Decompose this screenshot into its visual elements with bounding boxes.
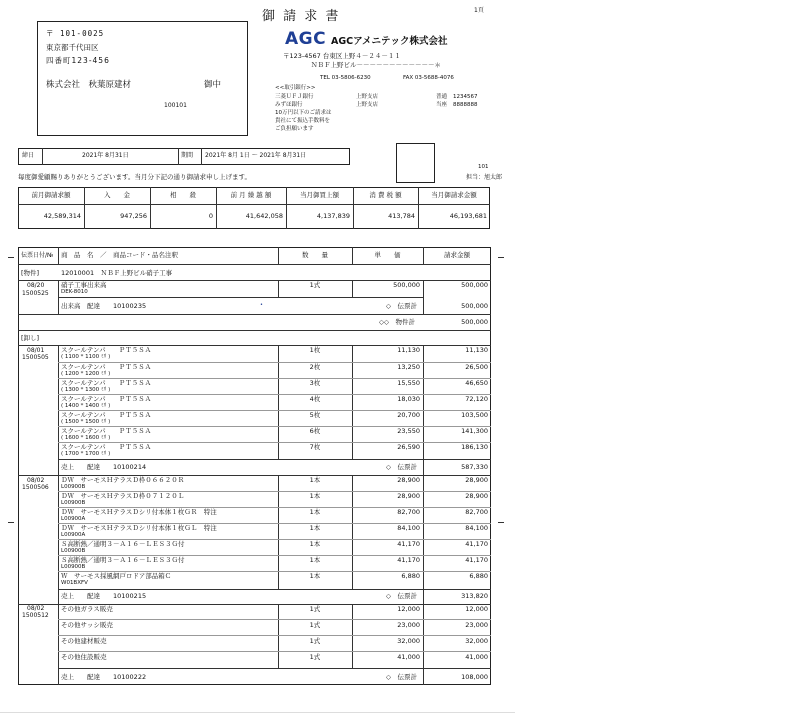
recipient-company: 株式会社 秋葉原建材 <box>46 80 132 90</box>
item-price: 26,590 <box>397 443 420 452</box>
item-amount: 46,650 <box>465 379 488 388</box>
fee-note-2: 貴社にて振込手数料を <box>275 118 331 124</box>
item-qty: 1式 <box>309 653 321 662</box>
summary-header: 相 殺 <box>170 191 196 200</box>
item-amount: 28,900 <box>465 476 488 485</box>
item-qty: 7枚 <box>309 443 321 452</box>
period-label: 期間 <box>181 152 194 159</box>
item-amount: 41,170 <box>465 556 488 565</box>
item-price: 500,000 <box>393 280 420 289</box>
header-date: 伝票日付/№ <box>21 251 54 259</box>
slip-number: 1500505 <box>22 354 49 361</box>
recipient-address-1: 東京都千代田区 <box>46 43 99 52</box>
item-name: Ｗ サーモス採風網戸ロドア部品箱Ｃ <box>61 572 172 580</box>
item-price: 6,880 <box>401 572 420 581</box>
item-name: その他サッシ販売 <box>61 621 113 630</box>
slip-total: 587,330 <box>461 462 488 471</box>
recipient-box <box>37 21 248 136</box>
item-qty: 1本 <box>309 540 321 549</box>
item-name: スクールテンパ ＰＴ５ＳＡ <box>61 379 152 387</box>
item-qty: 1式 <box>309 280 321 289</box>
sender-address: 〒123-4567 台東区上野４－２４－１１ <box>283 52 401 60</box>
recipient-honorific: 御中 <box>204 80 222 90</box>
item-name: スクールテンパ ＰＴ５ＳＡ <box>61 443 152 451</box>
item-name: スクールテンパ ＰＴ５ＳＡ <box>61 411 152 419</box>
bank-2-type: 当座 <box>436 102 448 108</box>
item-amount: 141,300 <box>461 427 488 436</box>
summary-offset: 0 <box>208 212 213 221</box>
item-qty: 5枚 <box>309 411 321 420</box>
slip-total-label: ◇ 伝票計 <box>386 672 417 681</box>
fold-mark <box>498 257 504 258</box>
slip-total: 313,820 <box>461 592 488 601</box>
item-qty: 1本 <box>309 476 321 485</box>
slip-number: 1500506 <box>22 484 49 491</box>
header-item: 商 品 名 ／ 商品コード・品名注釈 <box>61 251 178 260</box>
item-price: 15,550 <box>397 379 420 388</box>
item-note: L00900B <box>61 564 86 570</box>
item-qty: 1枚 <box>309 346 321 355</box>
slip-date: 08/20 <box>27 282 45 289</box>
item-note: ( 1100 * 1100 ﾐﾘ ) <box>61 354 111 360</box>
sender-company: AGCアメニテック株式会社 <box>331 36 448 47</box>
item-code: DEK-8010 <box>61 289 88 295</box>
item-qty: 1本 <box>309 556 321 565</box>
item-qty: 4枚 <box>309 395 321 404</box>
summary-header: 消 費 税 額 <box>369 191 402 200</box>
item-amount: 500,000 <box>461 280 488 289</box>
item-qty: 2枚 <box>309 363 321 372</box>
item-price: 11,130 <box>397 346 420 355</box>
summary-header: 前 月 繰 越 額 <box>230 191 272 200</box>
bank-1-account: 1234567 <box>453 94 478 100</box>
item-amount: 41,000 <box>465 653 488 662</box>
item-qty: 1本 <box>309 524 321 533</box>
fold-mark <box>8 522 14 523</box>
stamp-box <box>396 143 435 183</box>
item-qty: 6枚 <box>309 427 321 436</box>
summary-header: 当月御買上額 <box>300 191 339 200</box>
item-name: その他建材販売 <box>61 637 107 646</box>
wholesale-label: [卸し] <box>21 333 40 342</box>
slip-number: 1500512 <box>22 612 49 619</box>
item-price: 41,000 <box>397 653 420 662</box>
staff-code: 101 <box>478 164 489 170</box>
item-amount: 84,100 <box>465 524 488 533</box>
recipient-postal: 〒 101-0025 <box>46 29 105 38</box>
item-note: ( 1300 * 1300 ﾐﾘ ) <box>61 387 111 393</box>
bank-2-branch: 上野支店 <box>356 102 379 108</box>
header-qty: 数 量 <box>302 251 328 260</box>
item-amount: 12,000 <box>465 605 488 614</box>
property-total-label: ◇◇ 物件計 <box>379 317 415 326</box>
item-price: 23,000 <box>397 621 420 630</box>
item-name: Ｓ高断熱／通明３－Ａ１６－ＬＥＳ３Ｇ付 <box>61 556 185 564</box>
fee-note-1: 10万円以下のご請求は <box>275 110 332 116</box>
item-note: L00900A <box>61 516 86 522</box>
item-note: L00900B <box>61 548 86 554</box>
item-price: 41,170 <box>397 556 420 565</box>
bank-2-name: みずほ銀行 <box>275 102 303 108</box>
slip-total-label: ◇ 伝票計 <box>386 592 417 601</box>
sender-fax: FAX 03-5688-4076 <box>403 75 454 81</box>
item-qty: 1式 <box>309 637 321 646</box>
item-qty: 1式 <box>309 621 321 630</box>
sales-label: 売上 配達 10100214 <box>61 462 147 471</box>
item-qty: 1本 <box>309 508 321 517</box>
sales-label: 出来高 配達 10100235 <box>61 301 147 310</box>
slip-date: 08/01 <box>27 347 45 354</box>
bank-1-name: 三菱ＵＦＪ銀行 <box>275 94 314 100</box>
fold-mark <box>498 522 504 523</box>
recipient-address-2: 四番町123-456 <box>46 56 110 65</box>
period-range: 2021年 8月 1日 ～ 2021年 8月31日 <box>205 152 307 159</box>
summary-header: 入 金 <box>104 191 130 200</box>
item-qty: 3枚 <box>309 379 321 388</box>
item-price: 28,900 <box>397 492 420 501</box>
recipient-code: 100101 <box>164 102 187 109</box>
item-name: その他ガラス販売 <box>61 605 113 614</box>
fold-mark <box>8 257 14 258</box>
item-amount: 28,900 <box>465 492 488 501</box>
fee-note-3: ご負担願います <box>275 126 314 132</box>
item-note: W01BXFV <box>61 580 88 586</box>
staff-name: 担当：旭太郎 <box>466 174 503 181</box>
slip-total: 108,000 <box>461 672 488 681</box>
item-price: 41,170 <box>397 540 420 549</box>
closing-date: 2021年 8月31日 <box>82 152 129 159</box>
property-total: 500,000 <box>461 317 488 326</box>
item-note: ( 1200 * 1200 ﾐﾘ ) <box>61 371 111 377</box>
sales-label: 売上 配達 10100215 <box>61 592 147 601</box>
slip-number: 1500525 <box>22 290 49 297</box>
sender-tel: TEL 03-5806-6230 <box>320 75 371 81</box>
item-qty: 1本 <box>309 572 321 581</box>
item-note: L00900A <box>61 532 86 538</box>
item-name: その他住設販売 <box>61 653 107 662</box>
item-amount: 11,130 <box>465 346 488 355</box>
item-price: 12,000 <box>397 605 420 614</box>
item-amount: 26,500 <box>465 363 488 372</box>
sender-building: ＮＢＦ上野ビル－－－－－－－－－－－－＊ <box>311 61 441 69</box>
bank-2-account: 8888888 <box>453 102 478 108</box>
item-name: ＤＷ サーモスＨテラスＤシリ付本体１枚ＧＬ 特注 <box>61 524 217 532</box>
slip-date: 08/02 <box>27 477 45 484</box>
item-name: ＤＷ サーモスＨテラスＤ枠０７１２０Ｌ <box>61 492 185 500</box>
closing-label: 締日 <box>22 152 35 159</box>
slip-date: 08/02 <box>27 605 45 612</box>
agc-logo: AGC <box>285 29 327 49</box>
item-price: 28,900 <box>397 476 420 485</box>
item-price: 82,700 <box>397 508 420 517</box>
item-amount: 82,700 <box>465 508 488 517</box>
summary-total: 46,193,681 <box>449 212 487 221</box>
summary-header: 当月御請求金額 <box>431 191 477 200</box>
summary-tax: 413,784 <box>388 212 415 221</box>
bank-heading: <<取引銀行>> <box>275 85 316 91</box>
item-note: ( 1500 * 1500 ﾐﾘ ) <box>61 419 111 425</box>
item-amount: 72,120 <box>465 395 488 404</box>
item-name: ＤＷ サーモスＨテラスＤ枠０６６２０Ｒ <box>61 476 185 484</box>
item-qty: 1式 <box>309 605 321 614</box>
item-name: スクールテンパ ＰＴ５ＳＡ <box>61 395 152 403</box>
header-amount: 請求金額 <box>444 251 470 260</box>
project-label: [物件] <box>21 268 40 277</box>
summary-carryover: 41,642,058 <box>245 212 283 221</box>
item-note: ( 1600 * 1600 ﾐﾘ ) <box>61 435 111 441</box>
summary-header: 前月御請求額 <box>31 191 71 200</box>
summary-prev-billed: 42,589,314 <box>43 212 81 221</box>
item-name: スクールテンパ ＰＴ５ＳＡ <box>61 346 152 354</box>
item-price: 32,000 <box>397 637 420 646</box>
header-price: 単 価 <box>374 251 401 260</box>
item-name: スクールテンパ ＰＴ５ＳＡ <box>61 427 152 435</box>
bank-1-type: 普通 <box>436 94 448 100</box>
item-qty: 1本 <box>309 492 321 501</box>
item-amount: 103,500 <box>461 411 488 420</box>
item-note: ( 1400 * 1400 ﾐﾘ ) <box>61 403 111 409</box>
item-name: Ｓ高断熱／通明３－Ａ１６－ＬＥＳ３Ｇ付 <box>61 540 185 548</box>
item-price: 84,100 <box>397 524 420 533</box>
greeting: 毎度御愛顧賜りありがとうございます。当月分下記の通り御請求申し上げます。 <box>18 173 251 181</box>
sales-label: 売上 配達 10100222 <box>61 672 147 681</box>
slip-total-label: ◇ 伝票計 <box>386 462 417 471</box>
summary-purchases: 4,137,839 <box>316 212 350 221</box>
summary-payment: 947,256 <box>120 212 147 221</box>
page-number: 1頁 <box>474 7 484 14</box>
item-note: L00900B <box>61 484 86 490</box>
item-note: L00900B <box>61 500 86 506</box>
item-name: 硝子工事出来高 <box>61 281 107 289</box>
item-price: 23,550 <box>397 427 420 436</box>
project-name: 12010001 ＮＢＦ上野ビル硝子工事 <box>61 268 173 277</box>
item-price: 13,250 <box>397 363 420 372</box>
item-price: 18,030 <box>397 395 420 404</box>
slip-total: 500,000 <box>461 301 488 310</box>
bank-1-branch: 上野支店 <box>356 94 379 100</box>
slip-total-label: ◇ 伝票計 <box>386 301 417 310</box>
item-amount: 32,000 <box>465 637 488 646</box>
invoice-title: 御 請 求 書 <box>262 9 341 24</box>
page-bottom-edge <box>0 712 515 713</box>
item-name: スクールテンパ ＰＴ５ＳＡ <box>61 363 152 371</box>
item-name: ＤＷ サーモスＨテラスＤシリ付本体１枚ＧＲ 特注 <box>61 508 217 516</box>
item-amount: 23,000 <box>465 621 488 630</box>
item-note: ( 1700 * 1700 ﾐﾘ ) <box>61 451 111 457</box>
item-amount: 6,880 <box>469 572 488 581</box>
item-amount: 186,130 <box>461 443 488 452</box>
item-amount: 41,170 <box>465 540 488 549</box>
item-price: 20,700 <box>397 411 420 420</box>
